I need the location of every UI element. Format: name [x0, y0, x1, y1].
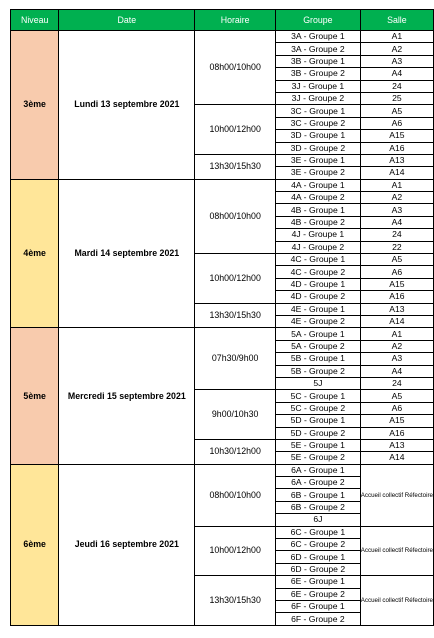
salle-cell: A14	[360, 167, 433, 179]
date-cell: Lundi 13 septembre 2021	[59, 31, 195, 180]
horaire-cell: 07h30/9h00	[195, 328, 276, 390]
salle-cell: 24	[360, 80, 433, 92]
header-salle: Salle	[360, 10, 433, 31]
groupe-cell: 4J - Groupe 2	[276, 241, 361, 253]
groupe-cell: 6A - Groupe 1	[276, 464, 361, 476]
salle-cell: A14	[360, 315, 433, 327]
groupe-cell: 6F - Groupe 1	[276, 600, 361, 612]
groupe-cell: 3E - Groupe 1	[276, 154, 361, 166]
groupe-cell: 6D - Groupe 2	[276, 563, 361, 575]
horaire-cell: 10h00/12h00	[195, 526, 276, 576]
groupe-cell: 6E - Groupe 1	[276, 576, 361, 588]
salle-cell: A6	[360, 402, 433, 414]
salle-cell: A4	[360, 365, 433, 377]
salle-cell: A5	[360, 390, 433, 402]
salle-cell: 24	[360, 229, 433, 241]
niveau-cell: 3ème	[11, 31, 59, 180]
groupe-cell: 4C - Groupe 2	[276, 266, 361, 278]
schedule-table	[10, 9, 434, 626]
groupe-cell: 3B - Groupe 2	[276, 68, 361, 80]
groupe-cell: 3J - Groupe 2	[276, 92, 361, 104]
salle-cell: A13	[360, 154, 433, 166]
groupe-cell: 6E - Groupe 2	[276, 588, 361, 600]
groupe-cell: 4E - Groupe 1	[276, 303, 361, 315]
salle-cell: A16	[360, 291, 433, 303]
salle-cell: 24	[360, 377, 433, 389]
salle-cell: A6	[360, 266, 433, 278]
date-cell: Jeudi 16 septembre 2021	[59, 464, 195, 625]
salle-note-cell: Accueil collectif Réfectoire	[360, 576, 433, 626]
groupe-cell: 4B - Groupe 1	[276, 204, 361, 216]
salle-cell: A16	[360, 427, 433, 439]
salle-cell: A5	[360, 254, 433, 266]
header-row	[11, 10, 434, 31]
header-horaire: Horaire	[195, 10, 276, 31]
salle-cell: A4	[360, 68, 433, 80]
salle-cell: A15	[360, 130, 433, 142]
salle-cell: A2	[360, 192, 433, 204]
groupe-cell: 4D - Groupe 2	[276, 291, 361, 303]
groupe-cell: 5E - Groupe 1	[276, 439, 361, 451]
groupe-cell: 4J - Groupe 1	[276, 229, 361, 241]
horaire-cell: 13h30/15h30	[195, 154, 276, 179]
date-cell: Mercredi 15 septembre 2021	[59, 328, 195, 464]
horaire-cell: 13h30/15h30	[195, 576, 276, 626]
salle-cell: 22	[360, 241, 433, 253]
salle-cell: A3	[360, 55, 433, 67]
salle-note-cell: Accueil collectif Réfectoire	[360, 526, 433, 576]
salle-cell: A1	[360, 179, 433, 191]
groupe-cell: 6F - Groupe 2	[276, 613, 361, 625]
salle-cell: A2	[360, 43, 433, 55]
groupe-cell: 5E - Groupe 2	[276, 452, 361, 464]
groupe-cell: 3C - Groupe 2	[276, 117, 361, 129]
niveau-cell: 6ème	[11, 464, 59, 625]
groupe-cell: 3C - Groupe 1	[276, 105, 361, 117]
table-row	[11, 328, 434, 340]
groupe-cell: 4C - Groupe 1	[276, 254, 361, 266]
horaire-cell: 08h00/10h00	[195, 179, 276, 253]
horaire-cell: 10h00/12h00	[195, 254, 276, 304]
salle-cell: A6	[360, 117, 433, 129]
groupe-cell: 3J - Groupe 1	[276, 80, 361, 92]
salle-cell: 25	[360, 92, 433, 104]
groupe-cell: 6B - Groupe 1	[276, 489, 361, 501]
groupe-cell: 6D - Groupe 1	[276, 551, 361, 563]
horaire-cell: 10h30/12h00	[195, 439, 276, 464]
groupe-cell: 6A - Groupe 2	[276, 477, 361, 489]
groupe-cell: 5A - Groupe 1	[276, 328, 361, 340]
groupe-cell: 6C - Groupe 2	[276, 539, 361, 551]
salle-cell: A1	[360, 328, 433, 340]
groupe-cell: 3A - Groupe 2	[276, 43, 361, 55]
groupe-cell: 5B - Groupe 1	[276, 353, 361, 365]
header-niveau: Niveau	[11, 10, 59, 31]
groupe-cell: 3E - Groupe 2	[276, 167, 361, 179]
groupe-cell: 5D - Groupe 2	[276, 427, 361, 439]
groupe-cell: 3B - Groupe 1	[276, 55, 361, 67]
salle-cell: A14	[360, 452, 433, 464]
date-cell: Mardi 14 septembre 2021	[59, 179, 195, 328]
salle-cell: A15	[360, 415, 433, 427]
horaire-cell: 9h00/10h30	[195, 390, 276, 440]
horaire-cell: 10h00/12h00	[195, 105, 276, 155]
groupe-cell: 5D - Groupe 1	[276, 415, 361, 427]
groupe-cell: 3A - Groupe 1	[276, 31, 361, 43]
groupe-cell: 6C - Groupe 1	[276, 526, 361, 538]
groupe-cell: 3D - Groupe 2	[276, 142, 361, 154]
groupe-cell: 5A - Groupe 2	[276, 340, 361, 352]
groupe-cell: 6B - Groupe 2	[276, 501, 361, 513]
header-groupe: Groupe	[276, 10, 361, 31]
horaire-cell: 08h00/10h00	[195, 31, 276, 105]
table-row	[11, 179, 434, 191]
niveau-cell: 5ème	[11, 328, 59, 464]
groupe-cell: 3D - Groupe 1	[276, 130, 361, 142]
horaire-cell: 08h00/10h00	[195, 464, 276, 526]
salle-cell: A3	[360, 353, 433, 365]
groupe-cell: 4E - Groupe 2	[276, 315, 361, 327]
salle-cell: A2	[360, 340, 433, 352]
table-row	[11, 464, 434, 476]
niveau-cell: 4ème	[11, 179, 59, 328]
groupe-cell: 5C - Groupe 1	[276, 390, 361, 402]
groupe-cell: 4A - Groupe 1	[276, 179, 361, 191]
salle-cell: A5	[360, 105, 433, 117]
horaire-cell: 13h30/15h30	[195, 303, 276, 328]
groupe-cell: 6J	[276, 514, 361, 526]
header-date: Date	[59, 10, 195, 31]
groupe-cell: 5B - Groupe 2	[276, 365, 361, 377]
groupe-cell: 4A - Groupe 2	[276, 192, 361, 204]
salle-cell: A13	[360, 303, 433, 315]
groupe-cell: 4D - Groupe 1	[276, 278, 361, 290]
schedule-body	[11, 31, 434, 626]
groupe-cell: 5J	[276, 377, 361, 389]
salle-cell: A13	[360, 439, 433, 451]
groupe-cell: 4B - Groupe 2	[276, 216, 361, 228]
groupe-cell: 5C - Groupe 2	[276, 402, 361, 414]
table-row	[11, 31, 434, 43]
salle-cell: A3	[360, 204, 433, 216]
salle-cell: A1	[360, 31, 433, 43]
salle-cell: A15	[360, 278, 433, 290]
salle-cell: A16	[360, 142, 433, 154]
salle-cell: A4	[360, 216, 433, 228]
salle-note-cell: Accueil collectif Réfectoire	[360, 464, 433, 526]
